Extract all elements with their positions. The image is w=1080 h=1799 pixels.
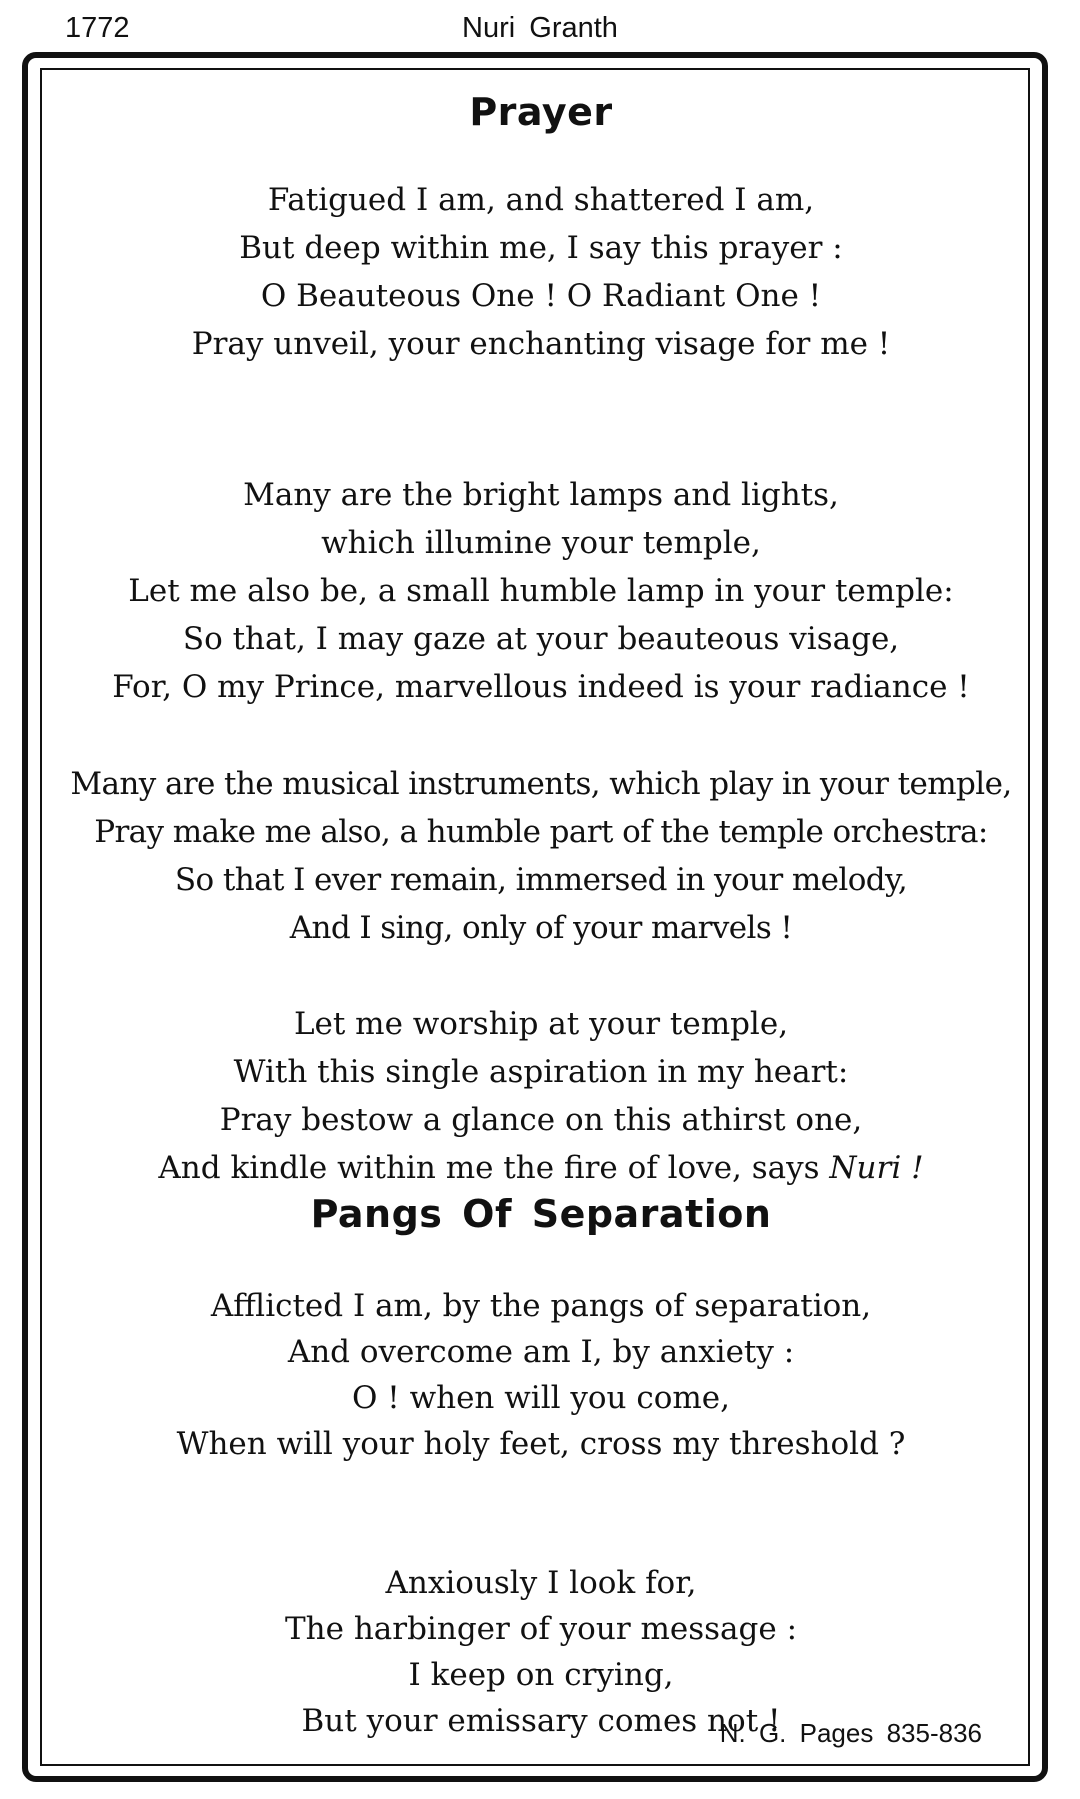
verse-line: I keep on crying, bbox=[408, 1657, 674, 1693]
stanza bbox=[28, 760, 1054, 952]
stanza bbox=[28, 471, 1054, 711]
stanza bbox=[28, 1283, 1054, 1467]
verse-line: which illumine your temple, bbox=[321, 525, 761, 561]
verse-line: Fatigued I am, and shattered I am, bbox=[267, 182, 815, 218]
verse-line: When will your holy feet, cross my threshold ? bbox=[176, 1426, 906, 1462]
verse-line: O ! when will you come, bbox=[352, 1380, 730, 1416]
verse-line bbox=[28, 1144, 1054, 1192]
verse-line: The harbinger of your message : bbox=[284, 1611, 798, 1647]
verse-line: Afflicted I am, by the pangs of separation, bbox=[210, 1288, 872, 1324]
author-signature: Nuri ! bbox=[829, 1150, 924, 1186]
verse-line: With this single aspiration in my heart: bbox=[233, 1054, 849, 1090]
page-number: 1772 bbox=[65, 12, 130, 44]
stanza bbox=[28, 1000, 1054, 1192]
verse-line: Pray bestow a glance on this athirst one, bbox=[219, 1102, 863, 1138]
stanza bbox=[28, 176, 1054, 368]
page-reference: N. G. Pages 835-836 bbox=[719, 1718, 982, 1748]
verse-line: Pray unveil, your enchanting visage for me ! bbox=[191, 326, 891, 362]
verse-line: And overcome am I, by anxiety : bbox=[287, 1334, 795, 1370]
verse-line: Let me also be, a small humble lamp in your temple: bbox=[128, 573, 954, 609]
verse-line: But your emissary comes not ! bbox=[301, 1703, 781, 1739]
poem-title-prayer: Prayer bbox=[469, 90, 613, 134]
page-border bbox=[22, 52, 1048, 1782]
stanza bbox=[28, 1560, 1054, 1744]
verse-line: Many are the bright lamps and lights, bbox=[243, 477, 839, 513]
poem-title-pangs-of-separation: Pangs Of Separation bbox=[310, 1192, 772, 1236]
verse-line: O Beauteous One ! O Radiant One ! bbox=[260, 278, 822, 314]
verse-line: So that I ever remain, immersed in your melody, bbox=[174, 862, 908, 898]
running-head: Nuri Granth bbox=[462, 12, 618, 44]
verse-line: For, O my Prince, marvellous indeed is your radiance ! bbox=[112, 669, 970, 705]
verse-line: Anxiously I look for, bbox=[385, 1565, 697, 1601]
verse-line: And I sing, only of your marvels ! bbox=[289, 910, 793, 946]
verse-line: Let me worship at your temple, bbox=[293, 1006, 789, 1042]
verse-line: So that, I may gaze at your beauteous visage, bbox=[182, 621, 900, 657]
verse-line: Pray make me also, a humble part of the temple orchestra: bbox=[94, 814, 988, 850]
verse-line: But deep within me, I say this prayer : bbox=[239, 230, 843, 266]
verse-line: Many are the musical instruments, which play in your temple, bbox=[70, 766, 1012, 802]
verse-text: And kindle within me the fire of love, says bbox=[158, 1150, 830, 1186]
